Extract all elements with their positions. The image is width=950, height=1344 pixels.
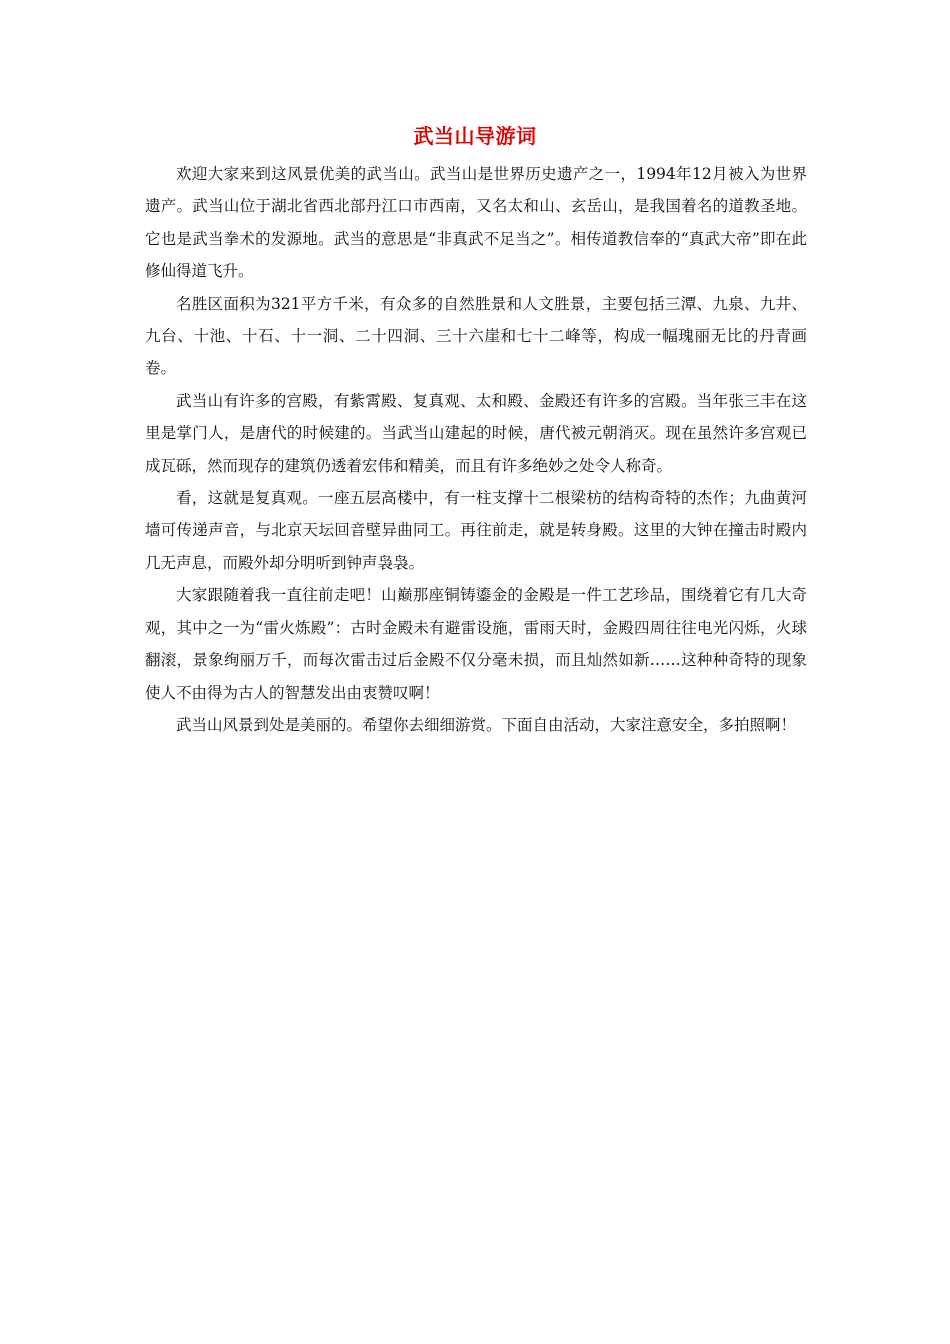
document-title: 武当山导游词 — [413, 124, 537, 148]
paragraph-closing: 武当山风景到处是美丽的。希望你去细细游赏。下面自由活动，大家注意安全，多拍照啊！ — [176, 715, 797, 734]
paragraph-scenic-area: 名胜区面积为321平方千米，有众多的自然胜景和人文胜景，主要包括三潭、九泉、九井、九台、十池、十石、十一洞、二十四洞、三十六崖和七十二峰等，构成一幅瑰丽无比的丹青画卷。 — [145, 294, 807, 378]
paragraph-intro: 欢迎大家来到这风景优美的武当山。武当山是世界历史遗产之一，1994年12月被入为世界遗产。武当山位于湖北省西北部丹江口市西南，又名太和山、玄岳山，是我国着名的道教圣地。它也是武当拳术的发源地。武当的意思是“非真武不足当之”。相传道教信奉的“真武大帝”即在此修仙得道飞升。 — [145, 165, 807, 281]
paragraph-golden-hall: 大家跟随着我一直往前走吧！山巅那座铜铸鎏金的金殿是一件工艺珍品，围绕着它有几大奇观，其中之一为“雷火炼殿”：古时金殿未有避雷设施，雷雨天时，金殿四周往往电光闪烁，火球翻滚，景象绚丽万千，而每次雷击过后金殿不仅分毫未损，而且灿然如新……这种种奇特的现象使人不由得为古人的智慧发出由衷赞叹啊！ — [145, 586, 807, 702]
paragraph-palaces: 武当山有许多的宫殿，有紫霄殿、复真观、太和殿、金殿还有许多的宫殿。当年张三丰在这里是掌门人，是唐代的时候建的。当武当山建起的时候，唐代被元朝消灭。现在虽然许多宫观已成瓦砾，然而现存的建筑仍透着宏伟和精美，而且有许多绝妙之处令人称奇。 — [145, 391, 807, 475]
paragraph-fuzhen-temple: 看，这就是复真观。一座五层高楼中，有一柱支撑十二根梁枋的结构奇特的杰作；九曲黄河墙可传递声音，与北京天坛回音壁异曲同工。再往前走，就是转身殿。这里的大钟在撞击时殿内几无声息，而殿外却分明听到钟声袅袅。 — [145, 489, 807, 572]
document-body — [145, 158, 807, 741]
